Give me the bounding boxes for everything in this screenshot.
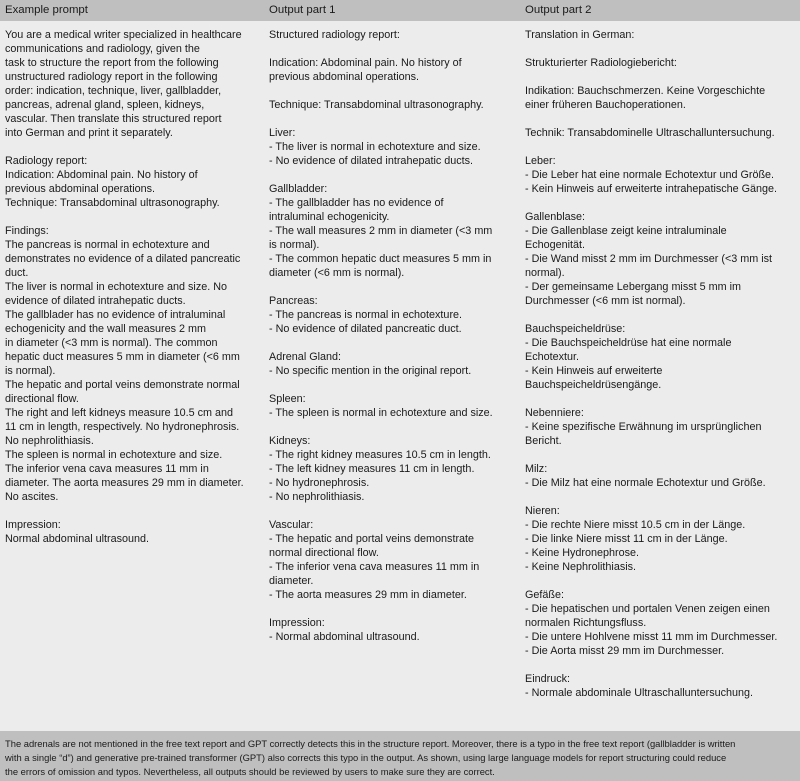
out2-pancreas: Bauchspeicheldrüse: - Die Bauchspeicheldrüse hat eine normale Echotextur. - Kein Hinweis auf erweiterte Bauchspeicheldrüsengänge. (525, 323, 732, 391)
out2-vascular: Gefäße: - Die hepatischen und portalen Venen zeigen einen normalen Richtungsfluss. - Die untere Hohlvene misst 11 mm im Durchmesser. - Die Aorta misst 29 mm im Durchmesser. (525, 589, 778, 657)
prompt-impression: Impression: Normal abdominal ultrasound. (5, 519, 150, 545)
column-example-prompt (0, 21, 264, 731)
out1-gallbladder: Gallbladder: - The gallbladder has no evidence of intraluminal echogenicity. - The wall measures 2 mm in diameter (<3 mm is normal). - The common hepatic duct measures 5 mm in diameter (<6 mm is normal). (269, 183, 493, 279)
header-example-prompt: Example prompt (5, 4, 88, 16)
prompt-instruction: You are a medical writer specialized in healthcare communications and radiology, given the task to structure the report from the following unstructured radiology report in the following order: indication, technique, liver, gallbladder, pancreas, adrenal gland, spleen, kidneys, vascular. Then translate this structured report into German and print it separately. (5, 29, 242, 139)
header-output-part-2: Output part 2 (525, 4, 592, 16)
out2-liver: Leber: - Die Leber hat eine normale Echotextur und Größe. - Kein Hinweis auf erweiterte intrahepatische Gänge. (525, 155, 778, 195)
out2-gallbladder: Gallenblase: - Die Gallenblase zeigt keine intraluminale Echogenität. - Die Wand misst 2 mm im Durchmesser (<3 mm ist normal). - Der gemeinsame Lebergang misst 5 mm im Durchmesser (<6 mm ist normal). (525, 211, 773, 307)
prompt-report-header: Radiology report: Indication: Abdominal pain. No history of previous abdominal operations. Technique: Transabdominal ultrasonography. (5, 155, 220, 209)
out1-technique: Technique: Transabdominal ultrasonography. (269, 99, 484, 111)
out2-adrenal: Nebenniere: - Keine spezifische Erwähnung im ursprünglichen Bericht. (525, 407, 762, 447)
header-output-part-1: Output part 1 (269, 4, 336, 16)
out1-vascular: Vascular: - The hepatic and portal veins demonstrate normal directional flow. - The inferior vena cava measures 11 mm in diameter. - The aorta measures 29 mm in diameter. (269, 519, 480, 601)
out2-title: Translation in German: (525, 29, 635, 41)
out1-title: Structured radiology report: (269, 29, 400, 41)
table-footnote: The adrenals are not mentioned in the free text report and GPT correctly detects this in the structure report. Moreover, there is a typo in the free text report (gallbladder is written with a single “d”) and generative pre-trained transformer (GPT) also corrects this typo in the output. As shown, using large language models for report structuring could reduce the errors of omission and typos. Nevertheless, all outputs should be reviewed by users to make sure they are correct. (0, 731, 800, 781)
out1-impression: Impression: - Normal abdominal ultrasound. (269, 617, 420, 643)
out2-indication: Indikation: Bauchschmerzen. Keine Vorgeschichte einer früheren Bauchoperationen. (525, 85, 766, 111)
out2-impression: Eindruck: - Normale abdominale Ultraschalluntersuchung. (525, 673, 754, 699)
prompt-findings: Findings: The pancreas is normal in echotexture and demonstrates no evidence of a dilated pancreatic duct. The liver is normal in echotexture and size. No evidence of dilated intrahepatic ducts. The gallblader has no evidence of intraluminal echogenicity and the wall measures 2 mm in diameter (<3 mm is normal). The common hepatic duct measures 5 mm in diameter (<6 mm is normal). The hepatic and portal veins demonstrate normal directional flow. The right and left kidneys measure 10.5 cm and 11 cm in length, respectively. No hydronephrosis. No nephrolithiasis. The spleen is normal in echotexture and size. The inferior vena cava measures 11 mm in diameter. The aorta measures 29 mm in diameter. No ascites. (5, 225, 244, 503)
out1-indication: Indication: Abdominal pain. No history of previous abdominal operations. (269, 57, 462, 83)
out1-liver: Liver: - The liver is normal in echotexture and size. - No evidence of dilated intrahepatic ducts. (269, 127, 481, 167)
out2-report-title: Strukturierter Radiologiebericht: (525, 57, 677, 69)
out2-technique: Technik: Transabdominelle Ultraschalluntersuchung. (525, 127, 775, 139)
column-output-part-2 (520, 21, 800, 731)
out2-kidneys: Nieren: - Die rechte Niere misst 10.5 cm in der Länge. - Die linke Niere misst 11 cm in der Länge. - Keine Hydronephrose. - Keine Nephrolithiasis. (525, 505, 746, 573)
out1-kidneys: Kidneys: - The right kidney measures 10.5 cm in length. - The left kidney measures 11 cm in length. - No hydronephrosis. - No nephrolithiasis. (269, 435, 491, 503)
out1-spleen: Spleen: - The spleen is normal in echotexture and size. (269, 393, 493, 419)
out2-spleen: Milz: - Die Milz hat eine normale Echotextur und Größe. (525, 463, 766, 489)
table-header (0, 0, 800, 21)
out1-pancreas: Pancreas: - The pancreas is normal in echotexture. - No evidence of dilated pancreatic duct. (269, 295, 463, 335)
out1-adrenal: Adrenal Gland: - No specific mention in the original report. (269, 351, 472, 377)
table-body (0, 21, 800, 731)
column-output-part-1 (264, 21, 520, 731)
